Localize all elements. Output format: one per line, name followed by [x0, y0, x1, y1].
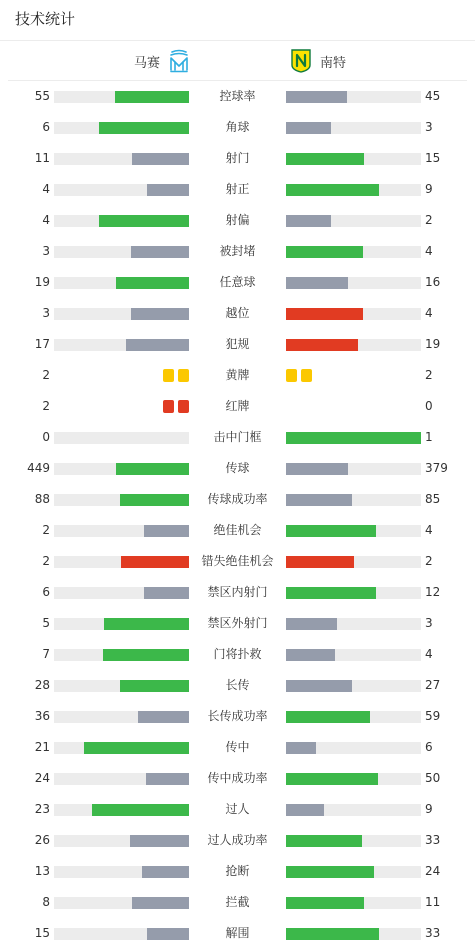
home-stat-bar-fill: [103, 649, 189, 661]
stat-label: 击中门框: [213, 430, 262, 444]
home-stat-bar: [54, 339, 189, 351]
away-stat-bar: [286, 680, 421, 692]
home-stat-bar: [54, 773, 189, 785]
stat-row: [0, 887, 475, 918]
stat-label: 拦截: [225, 895, 250, 909]
home-stat-bar-fill: [147, 184, 189, 196]
home-stat-value: 13: [34, 864, 50, 878]
home-stat-bar: [54, 184, 189, 196]
away-stat-value: 4: [425, 523, 433, 537]
yellow-card-icon: [286, 369, 297, 382]
home-stat-bar-fill: [132, 153, 189, 165]
away-stat-value: 4: [425, 306, 433, 320]
home-stat-bar-fill: [144, 587, 189, 599]
away-stat-bar: [286, 556, 421, 568]
stat-label: 过人: [225, 802, 250, 816]
away-stat-bar: [286, 339, 421, 351]
home-stat-bar-fill: [121, 556, 189, 568]
away-stat-bar-fill: [286, 866, 374, 878]
away-stat-bar: [286, 587, 421, 599]
stat-label: 被封堵: [219, 244, 256, 258]
away-stat-value: 3: [425, 120, 433, 134]
home-stat-bar: [54, 866, 189, 878]
away-stat-bar: [286, 804, 421, 816]
stat-label: 射正: [225, 182, 250, 196]
home-stat-bar-fill: [116, 463, 189, 475]
away-stat-value: 16: [425, 275, 441, 289]
home-stat-bar: [54, 804, 189, 816]
home-stat-bar-fill: [126, 339, 189, 351]
home-stat-value: 2: [42, 554, 50, 568]
home-stat-bar: [54, 587, 189, 599]
home-stat-value: 4: [42, 213, 50, 227]
away-stat-bar-fill: [286, 494, 352, 506]
home-stat-bar-fill: [138, 711, 189, 723]
home-stat-value: 8: [42, 895, 50, 909]
home-stat-value: 26: [34, 833, 50, 847]
home-stat-bar-fill: [104, 618, 189, 630]
home-stat-bar-fill: [130, 835, 189, 847]
away-stat-bar-fill: [286, 308, 363, 320]
home-stat-bar: [54, 928, 189, 940]
team-header: [0, 48, 475, 74]
home-cards: [163, 400, 189, 414]
away-stat-bar: [286, 494, 421, 506]
home-team-name: 马赛: [133, 55, 160, 71]
home-stat-bar-fill: [144, 525, 189, 537]
stat-row: [0, 205, 475, 236]
yellow-card-icon: [163, 369, 174, 382]
home-stat-bar-fill: [99, 215, 189, 227]
stat-label: 传球: [225, 461, 250, 475]
stat-label: 传球成功率: [207, 492, 268, 506]
home-stat-value: 24: [34, 771, 50, 785]
red-card-icon: [178, 400, 189, 413]
stat-row: [0, 670, 475, 701]
home-stat-value: 17: [34, 337, 50, 351]
red-card-icon: [163, 400, 174, 413]
away-stat-value: 6: [425, 740, 433, 754]
home-stat-bar: [54, 649, 189, 661]
stat-row: [0, 391, 475, 422]
away-stat-bar-fill: [286, 91, 347, 103]
away-stat-bar: [286, 649, 421, 661]
away-stat-bar-fill: [286, 153, 364, 165]
stat-label: 禁区外射门: [207, 616, 268, 630]
away-stat-bar: [286, 928, 421, 940]
away-stat-bar: [286, 184, 421, 196]
home-stat-bar: [54, 153, 189, 165]
home-stat-value: 6: [42, 120, 50, 134]
away-stat-bar: [286, 835, 421, 847]
home-stat-bar-fill: [99, 122, 189, 134]
home-stat-bar-fill: [146, 773, 189, 785]
away-stat-bar: [286, 711, 421, 723]
home-stat-value: 11: [34, 151, 50, 165]
home-stat-bar-fill: [131, 246, 189, 258]
home-stat-bar: [54, 91, 189, 103]
away-stat-value: 33: [425, 833, 441, 847]
away-stat-value: 9: [425, 182, 433, 196]
away-stat-bar-fill: [286, 122, 331, 134]
away-stat-bar: [286, 122, 421, 134]
stat-label: 传中: [225, 740, 250, 754]
stat-row: [0, 639, 475, 670]
stat-row: [0, 608, 475, 639]
away-stat-value: 12: [425, 585, 441, 599]
home-team: [134, 48, 190, 74]
away-stat-bar: [286, 897, 421, 909]
away-stat-bar: [286, 618, 421, 630]
stat-row: [0, 732, 475, 763]
home-stat-bar: [54, 711, 189, 723]
away-stat-bar-fill: [286, 835, 362, 847]
away-stat-bar: [286, 308, 421, 320]
home-stat-bar-fill: [132, 897, 189, 909]
away-stat-bar: [286, 432, 421, 444]
away-stat-bar-fill: [286, 773, 378, 785]
away-stat-bar-fill: [286, 556, 354, 568]
home-stat-value: 19: [34, 275, 50, 289]
stat-row: [0, 81, 475, 112]
home-stat-value: 3: [42, 244, 50, 258]
away-stat-bar-fill: [286, 525, 376, 537]
home-stat-bar: [54, 897, 189, 909]
stat-label: 射偏: [225, 213, 250, 227]
away-stat-bar: [286, 773, 421, 785]
away-team-name: 南特: [320, 55, 347, 71]
home-stat-bar: [54, 835, 189, 847]
stat-row: [0, 825, 475, 856]
title-divider: [0, 40, 475, 41]
home-stat-value: 15: [34, 926, 50, 940]
home-stat-bar-fill: [131, 308, 189, 320]
home-stat-bar-fill: [92, 804, 189, 816]
stats-list: [0, 81, 475, 949]
away-stat-bar: [286, 91, 421, 103]
home-stat-bar: [54, 494, 189, 506]
away-stat-value: 50: [425, 771, 441, 785]
away-stat-value: 59: [425, 709, 441, 723]
home-stat-value: 5: [42, 616, 50, 630]
home-stat-value: 36: [34, 709, 50, 723]
home-stat-value: 4: [42, 182, 50, 196]
home-stat-bar: [54, 308, 189, 320]
stat-row: [0, 794, 475, 825]
away-stat-value: 45: [425, 89, 441, 103]
away-stat-value: 4: [425, 244, 433, 258]
away-stat-bar-fill: [286, 928, 379, 940]
away-stat-bar: [286, 463, 421, 475]
home-stat-value: 21: [34, 740, 50, 754]
home-stat-bar: [54, 618, 189, 630]
stat-row: [0, 856, 475, 887]
stat-row: [0, 267, 475, 298]
stat-label: 长传成功率: [207, 709, 268, 723]
away-stat-bar-fill: [286, 711, 370, 723]
away-stat-bar: [286, 215, 421, 227]
stat-row: [0, 236, 475, 267]
home-stat-bar-fill: [147, 928, 189, 940]
away-stat-value: 9: [425, 802, 433, 816]
away-stat-bar-fill: [286, 680, 352, 692]
away-stat-bar-fill: [286, 649, 335, 661]
stat-label: 门将扑救: [213, 647, 262, 661]
stat-row: [0, 515, 475, 546]
home-stat-value: 0: [42, 430, 50, 444]
page-title: 技术统计: [15, 10, 76, 28]
away-stat-value: 2: [425, 368, 433, 382]
away-stat-bar-fill: [286, 246, 363, 258]
away-stat-bar-fill: [286, 277, 348, 289]
away-stat-bar: [286, 246, 421, 258]
away-stat-bar-fill: [286, 587, 376, 599]
stat-label: 犯规: [225, 337, 250, 351]
home-stat-bar: [54, 680, 189, 692]
away-stat-value: 15: [425, 151, 441, 165]
stat-row: [0, 701, 475, 732]
away-stat-value: 85: [425, 492, 441, 506]
stat-label: 任意球: [219, 275, 256, 289]
home-stat-bar: [54, 432, 189, 444]
away-stat-value: 33: [425, 926, 441, 940]
away-stat-value: 0: [425, 399, 433, 413]
away-stat-value: 2: [425, 554, 433, 568]
home-stat-bar: [54, 246, 189, 258]
home-stat-value: 2: [42, 399, 50, 413]
stat-label: 抢断: [225, 864, 250, 878]
away-stat-value: 379: [425, 461, 448, 475]
home-stat-bar: [54, 525, 189, 537]
away-stat-bar-fill: [286, 339, 358, 351]
home-cards: [163, 369, 189, 383]
away-stat-bar-fill: [286, 618, 337, 630]
home-stat-bar-fill: [84, 742, 189, 754]
home-stat-value: 28: [34, 678, 50, 692]
stat-label: 黄牌: [225, 368, 250, 382]
away-stat-bar-fill: [286, 432, 421, 444]
home-stat-value: 2: [42, 523, 50, 537]
stat-row: [0, 763, 475, 794]
home-stat-value: 7: [42, 647, 50, 661]
stat-row: [0, 174, 475, 205]
away-stat-bar: [286, 525, 421, 537]
stat-label: 越位: [225, 306, 250, 320]
stat-label: 禁区内射门: [207, 585, 268, 599]
away-stat-bar: [286, 866, 421, 878]
stat-label: 过人成功率: [207, 833, 268, 847]
stat-row: [0, 360, 475, 391]
home-stat-value: 23: [34, 802, 50, 816]
stat-row: [0, 484, 475, 515]
stat-row: [0, 577, 475, 608]
marseille-logo-icon: [168, 49, 190, 73]
stat-label: 传中成功率: [207, 771, 268, 785]
away-stat-value: 19: [425, 337, 441, 351]
stat-row: [0, 918, 475, 949]
stat-label: 长传: [225, 678, 250, 692]
home-stat-bar: [54, 215, 189, 227]
stat-row: [0, 546, 475, 577]
away-stat-bar-fill: [286, 804, 324, 816]
home-stat-value: 2: [42, 368, 50, 382]
home-stat-bar: [54, 277, 189, 289]
away-cards: [286, 369, 312, 383]
away-stat-bar: [286, 277, 421, 289]
away-stat-value: 1: [425, 430, 433, 444]
home-stat-value: 88: [34, 492, 50, 506]
home-stat-bar-fill: [115, 91, 189, 103]
away-stat-bar: [286, 742, 421, 754]
stat-label: 射门: [225, 151, 250, 165]
away-stat-value: 27: [425, 678, 441, 692]
home-stat-bar: [54, 463, 189, 475]
stat-row: [0, 422, 475, 453]
stat-label: 错失绝佳机会: [201, 554, 274, 568]
away-stat-bar-fill: [286, 215, 331, 227]
stat-label: 解围: [225, 926, 250, 940]
away-stat-bar-fill: [286, 897, 364, 909]
home-stat-value: 55: [34, 89, 50, 103]
stat-label: 红牌: [225, 399, 250, 413]
home-stat-bar-fill: [120, 494, 189, 506]
home-stat-bar-fill: [116, 277, 189, 289]
away-stat-value: 3: [425, 616, 433, 630]
away-stat-bar-fill: [286, 463, 348, 475]
home-stat-value: 6: [42, 585, 50, 599]
stat-row: [0, 298, 475, 329]
away-stat-value: 24: [425, 864, 441, 878]
home-stat-bar: [54, 122, 189, 134]
away-team: [290, 48, 346, 74]
stat-row: [0, 112, 475, 143]
yellow-card-icon: [301, 369, 312, 382]
stat-row: [0, 453, 475, 484]
stat-label: 绝佳机会: [213, 523, 262, 537]
home-stat-bar-fill: [142, 866, 189, 878]
home-stat-value: 3: [42, 306, 50, 320]
yellow-card-icon: [178, 369, 189, 382]
away-stat-bar-fill: [286, 742, 316, 754]
home-stat-bar-fill: [120, 680, 189, 692]
away-stat-value: 2: [425, 213, 433, 227]
away-stat-bar: [286, 153, 421, 165]
stat-label: 控球率: [219, 89, 256, 103]
home-stat-value: 449: [27, 461, 50, 475]
stat-row: [0, 143, 475, 174]
home-stat-bar: [54, 742, 189, 754]
stat-label: 角球: [225, 120, 250, 134]
away-stat-bar-fill: [286, 184, 379, 196]
away-stat-value: 4: [425, 647, 433, 661]
home-stat-bar: [54, 556, 189, 568]
away-stat-value: 11: [425, 895, 441, 909]
stat-row: [0, 329, 475, 360]
nantes-logo-icon: [290, 49, 312, 73]
